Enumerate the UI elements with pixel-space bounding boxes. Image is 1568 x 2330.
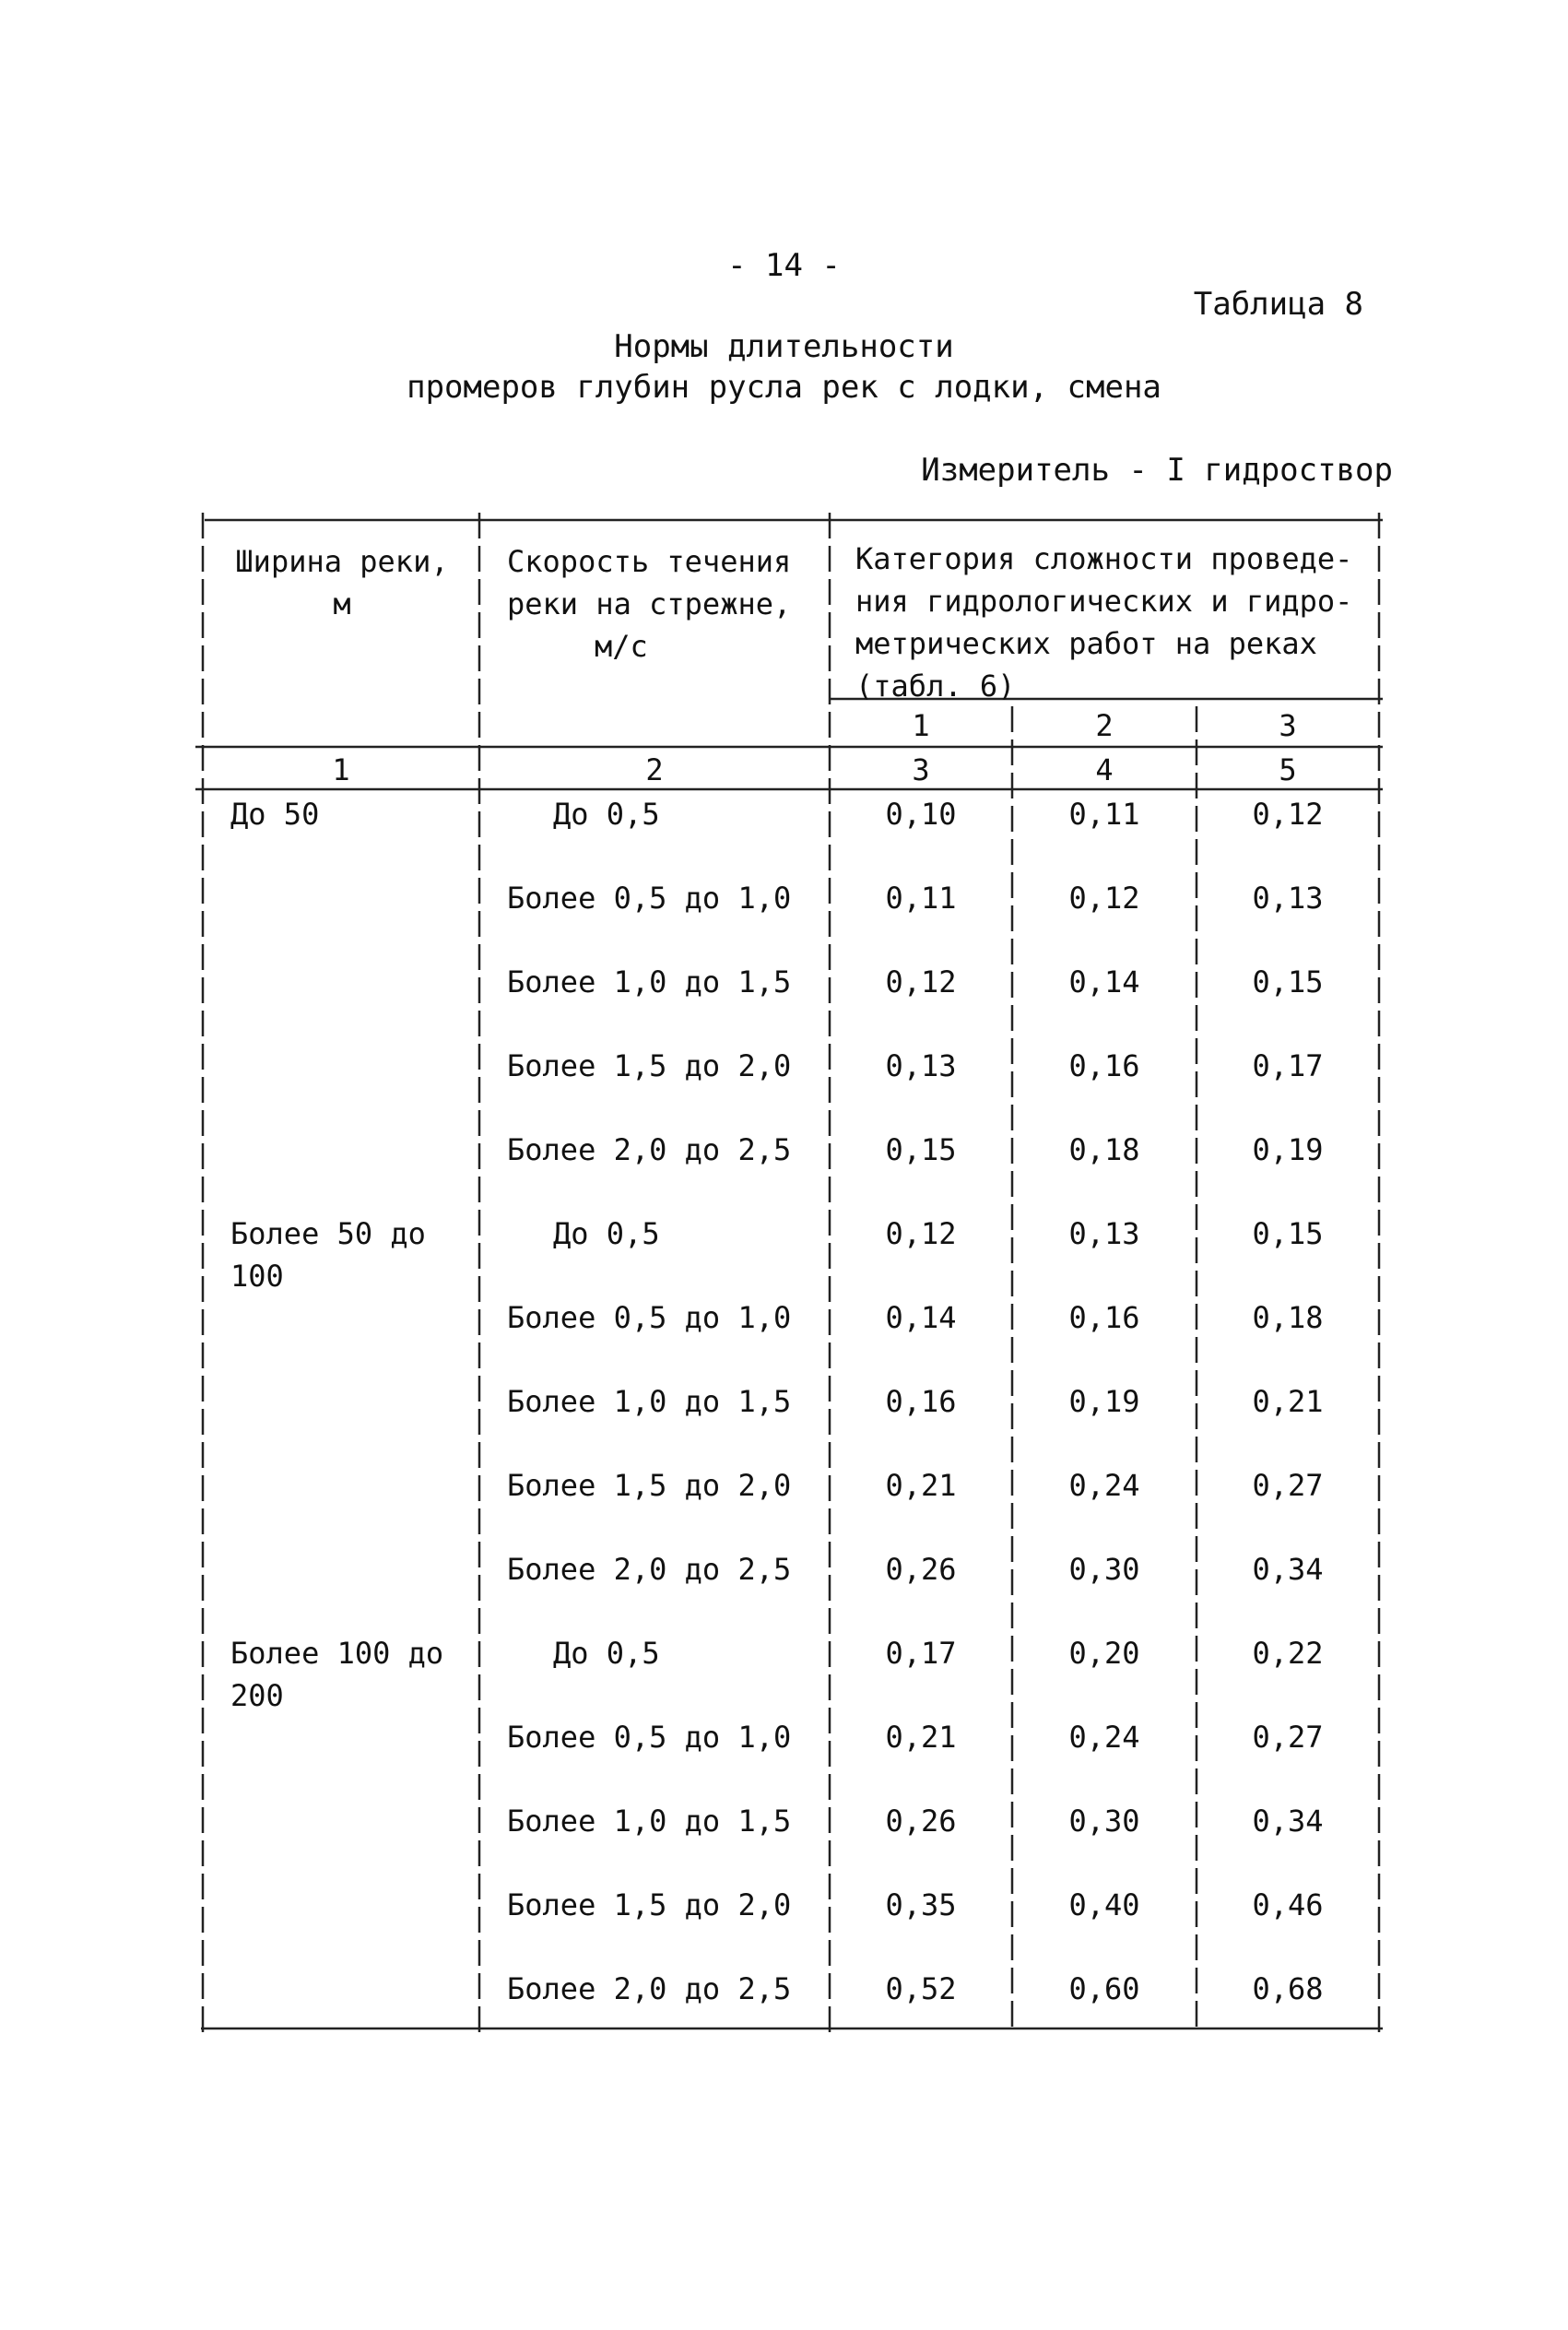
river-width-cell (230, 1632, 477, 1717)
flow-speed-cell: Более 0,5 до 1,0 (507, 881, 792, 916)
header-river-width-unit: м (333, 586, 351, 621)
duration-value-category-1: 0,21 (885, 1720, 957, 1755)
duration-value-category-1: 0,17 (885, 1636, 957, 1671)
flow-speed-cell: До 0,5 (553, 1636, 660, 1671)
duration-value-category-1: 0,26 (885, 1552, 957, 1587)
duration-value-category-1: 0,12 (885, 964, 957, 999)
measurement-unit: Измеритель - I гидроствор (921, 452, 1393, 489)
header-category (855, 538, 1381, 707)
flow-speed-cell: Более 1,5 до 2,0 (507, 1887, 792, 1922)
duration-value-category-1: 0,16 (885, 1384, 957, 1419)
column-number: 3 (912, 752, 930, 787)
duration-value-category-3: 0,15 (1252, 964, 1324, 999)
duration-value-category-2: 0,11 (1068, 797, 1140, 832)
duration-value-category-1: 0,35 (885, 1887, 957, 1922)
duration-value-category-2: 0,18 (1068, 1132, 1140, 1167)
header-category-line: Категория сложности проведе- (855, 541, 1353, 576)
page-number: - 14 - (727, 247, 841, 284)
duration-value-category-1: 0,13 (885, 1048, 957, 1083)
river-width-text: 100 (230, 1259, 284, 1294)
category-1: 1 (912, 708, 930, 743)
duration-value-category-1: 0,14 (885, 1300, 957, 1335)
flow-speed-cell: До 0,5 (553, 1216, 660, 1251)
flow-speed-cell: Более 0,5 до 1,0 (507, 1720, 792, 1755)
header-river-width-line: Ширина реки, (235, 544, 449, 579)
duration-value-category-1: 0,11 (885, 881, 957, 916)
duration-value-category-2: 0,13 (1068, 1216, 1140, 1251)
duration-value-category-1: 0,26 (885, 1804, 957, 1839)
flow-speed-cell: До 0,5 (553, 797, 660, 832)
duration-value-category-3: 0,22 (1252, 1636, 1324, 1671)
header-flow-speed-unit: м/с (595, 629, 648, 664)
duration-value-category-2: 0,12 (1068, 881, 1140, 916)
flow-speed-cell: Более 0,5 до 1,0 (507, 1300, 792, 1335)
category-2: 2 (1095, 708, 1114, 743)
flow-speed-cell: Более 1,5 до 2,0 (507, 1468, 792, 1503)
duration-value-category-2: 0,19 (1068, 1384, 1140, 1419)
duration-value-category-3: 0,17 (1252, 1048, 1324, 1083)
table-title-line-1: Нормы длительности (614, 328, 954, 365)
column-number: 4 (1095, 752, 1114, 787)
table-title-line-2: промеров глубин русла рек с лодки, смена (407, 369, 1161, 406)
duration-value-category-3: 0,19 (1252, 1132, 1324, 1167)
header-category-line: ния гидрологических и гидро- (855, 584, 1353, 619)
duration-value-category-2: 0,60 (1068, 1971, 1140, 2006)
flow-speed-cell: Более 1,5 до 2,0 (507, 1048, 792, 1083)
duration-value-category-3: 0,12 (1252, 797, 1324, 832)
header-flow-speed-line: Скорость течения (507, 544, 792, 579)
flow-speed-cell: Более 1,0 до 1,5 (507, 1804, 792, 1839)
duration-value-category-3: 0,13 (1252, 881, 1324, 916)
duration-value-category-1: 0,12 (885, 1216, 957, 1251)
header-category-line: (табл. 6) (855, 668, 1016, 704)
river-width-cell (230, 1212, 477, 1297)
column-number: 1 (332, 752, 350, 787)
flow-speed-cell: Более 1,0 до 1,5 (507, 964, 792, 999)
category-3: 3 (1279, 708, 1297, 743)
flow-speed-cell: Более 1,0 до 1,5 (507, 1384, 792, 1419)
duration-value-category-2: 0,16 (1068, 1048, 1140, 1083)
flow-speed-cell: Более 2,0 до 2,5 (507, 1552, 792, 1587)
duration-value-category-2: 0,24 (1068, 1720, 1140, 1755)
duration-value-category-3: 0,21 (1252, 1384, 1324, 1419)
duration-value-category-2: 0,30 (1068, 1804, 1140, 1839)
river-width-text: Более 100 до (230, 1636, 444, 1671)
duration-value-category-3: 0,15 (1252, 1216, 1324, 1251)
flow-speed-cell: Более 2,0 до 2,5 (507, 1132, 792, 1167)
duration-value-category-1: 0,15 (885, 1132, 957, 1167)
header-river-width (210, 540, 474, 625)
duration-value-category-3: 0,34 (1252, 1552, 1324, 1587)
header-flow-speed-line: реки на стрежне, (507, 586, 792, 621)
river-width-text: Более 50 до (230, 1216, 426, 1251)
duration-value-category-3: 0,68 (1252, 1971, 1324, 2006)
table-number: Таблица 8 (1193, 286, 1363, 323)
duration-value-category-1: 0,52 (885, 1971, 957, 2006)
duration-value-category-2: 0,30 (1068, 1552, 1140, 1587)
column-number: 2 (645, 752, 664, 787)
river-width-text: 200 (230, 1678, 284, 1713)
duration-value-category-3: 0,18 (1252, 1300, 1324, 1335)
duration-value-category-3: 0,27 (1252, 1468, 1324, 1503)
duration-value-category-3: 0,46 (1252, 1887, 1324, 1922)
duration-value-category-2: 0,24 (1068, 1468, 1140, 1503)
duration-value-category-2: 0,14 (1068, 964, 1140, 999)
duration-value-category-2: 0,40 (1068, 1887, 1140, 1922)
river-width-text: До 50 (230, 797, 320, 832)
column-number: 5 (1279, 752, 1297, 787)
river-width-cell (230, 793, 477, 835)
header-category-line: метрических работ на реках (855, 626, 1317, 661)
header-flow-speed (507, 540, 826, 668)
duration-value-category-1: 0,10 (885, 797, 957, 832)
duration-value-category-2: 0,16 (1068, 1300, 1140, 1335)
flow-speed-cell: Более 2,0 до 2,5 (507, 1971, 792, 2006)
duration-value-category-2: 0,20 (1068, 1636, 1140, 1671)
duration-value-category-3: 0,34 (1252, 1804, 1324, 1839)
duration-value-category-1: 0,21 (885, 1468, 957, 1503)
duration-value-category-3: 0,27 (1252, 1720, 1324, 1755)
